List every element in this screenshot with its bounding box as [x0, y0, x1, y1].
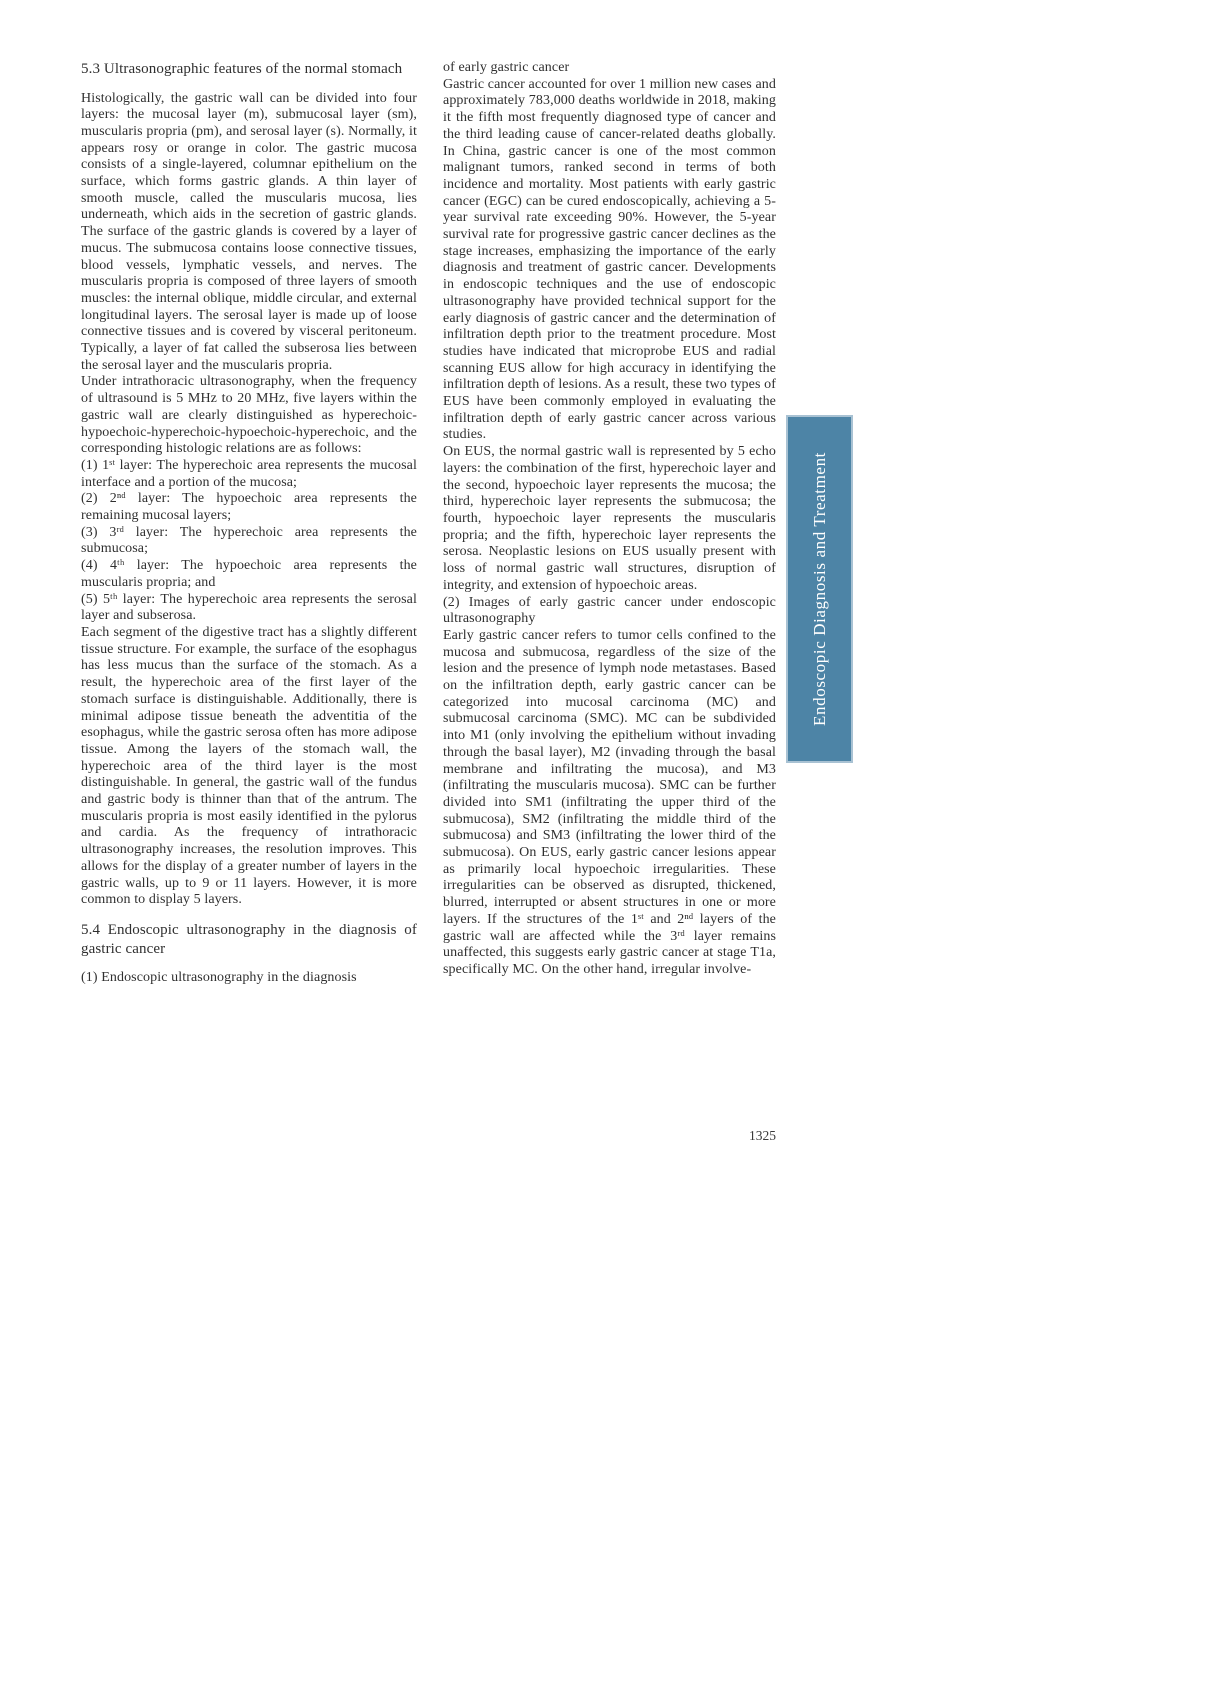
layer-item-1: (1) 1ˢᵗ layer: The hyperechoic area represents the mucosal interface and a portion of the mucosa; — [81, 457, 417, 490]
paragraph-on-eus: On EUS, the normal gastric wall is represented by 5 echo layers: the combination of the first, hyperechoic layer and the second, hypoechoic layer represents the mucosa; the third, hyperechoic layer represents the submucosa; the fourth, hypoechoic layer represents the muscularis propria; and the fifth, hyperechoic layer represents the serosa. Neoplastic lesions on EUS usually present with loss of normal gastric wall structures, disruption of integrity, and extension of hypoechoic areas. — [443, 444, 776, 593]
paragraph-histology: Histologically, the gastric wall can be divided into four layers: the mucosal layer (m), submucosal layer (sm), muscularis propria (pm), and serosal layer (s). Normally, it appears rosy or orange in color. The gastric mucosa consists of a single-layered, columnar epithelium on the surface, which forms gastric glands. A thin layer of smooth muscle, called the muscularis mucosa, lies underneath, which aids in the secretion of gastric glands. The surface of the gastric glands is covered by a layer of mucus. The submucosa contains loose connective tissues, blood vessels, lymphatic vessels, and nerves. The muscularis propria is composed of three layers of smooth muscles: the internal oblique, middle circular, and external longitudinal layers. The serosal layer is made up of loose connective tissues and is covered by visceral peritoneum. Typically, a layer of fat called the subserosa lies between the serosal layer and the muscularis propria. — [81, 90, 417, 373]
paragraph-each-segment: Each segment of the digestive tract has a slightly different tissue structure. For example, the surface of the esophagus has less mucus than the surface of the stomach. As a result, the hyperechoic area of the first layer of the stomach surface is distinguishable. Additionally, there is minimal adipose tissue beneath the adventitia of the esophagus, while the gastric serosa often has more adipose tissue. Among the layers of the stomach wall, the hyperechoic area of the third layer is the most distinguishable. In general, the gastric wall of the fundus and gastric body is thinner than that of the antrum. The muscularis propria is most easily identified in the pylorus and cardia. As the frequency of intrathoracic ultrasonography increases, the resolution improves. This allows for the display of a greater number of layers in the gastric walls, up to 9 or 11 layers. However, it is more common to display 5 layers. — [81, 625, 417, 908]
paragraph-lead-continuation: of early gastric cancer — [443, 60, 570, 75]
layer-item-2: (2) 2ⁿᵈ layer: The hypoechoic area represents the remaining mucosal layers; — [81, 491, 417, 524]
right-text-column — [443, 60, 776, 979]
layer-item-5: (5) 5ᵗʰ layer: The hyperechoic area represents the serosal layer and subserosa. — [81, 591, 417, 624]
subheading-images-early-gastric-cancer: (2) Images of early gastric cancer under endoscopic ultrasonography — [443, 594, 776, 627]
section-heading-5-3: 5.3 Ultrasonographic features of the normal stomach — [81, 61, 403, 77]
page-number: 1325 — [749, 1128, 776, 1143]
chapter-edge-tab — [786, 415, 853, 763]
layer-item-4: (4) 4ᵗʰ layer: The hypoechoic area represents the muscularis propria; and — [81, 558, 417, 590]
paragraph-early-cancer-classification: Early gastric cancer refers to tumor cells confined to the mucosa and submucosa, regardless of the size of the lesion and the presence of lymph node metastases. Based on the infiltration depth, early gastric cancer can be categorized into mucosal carcinoma (MC) and submucosal carcinoma (SMC). MC can be subdivided into M1 (only involving the epithelium without invading through the basal layer), M2 (invading through the basal membrane and infiltrating the mucosa), and M3 (infiltrating the muscularis mucosa). SMC can be further divided into SM1 (infiltrating the upper third of the submucosa), SM2 (infiltrating the middle third of the submucosa) and SM3 (infiltrating the lower third of the submucosa). On EUS, early gastric cancer lesions appear as primarily local hypoechoic irregularities. These irregularities can be observed as disrupted, thickened, blurred, interrupted or absent structures in one or more layers. If the structures of the 1ˢᵗ and 2ⁿᵈ layers of the gastric wall are affected while the 3ʳᵈ layer remains unaffected, this suggests early gastric cancer at stage T1a, specifically MC. On the other hand, irregular involve- — [443, 627, 776, 977]
paragraph-epidemiology: Gastric cancer accounted for over 1 million new cases and approximately 783,000 deaths worldwide in 2018, making it the fifth most frequently diagnosed type of cancer and the third leading cause of cancer-related deaths globally. In China, gastric cancer is one of the most common malignant tumors, ranked second in terms of both incidence and mortality. Most patients with early gastric cancer (EGC) can be cured endoscopically, achieving a 5-year survival rate exceeding 90%. However, the 5-year survival rate for progressive gastric cancer declines as the stage increases, emphasizing the importance of the early diagnosis and treatment of gastric cancer. Developments in endoscopic techniques and the use of endoscopic ultrasonography have provided technical support for the early diagnosis of gastric cancer and the determination of infiltration depth prior to the treatment procedure. Most studies have indicated that microprobe EUS and radial scanning EUS allow for high accuracy in identifying the infiltration depth of lesions. As a result, these two types of EUS have been commonly employed in evaluating the infiltration depth of early gastric cancer across various studies. — [443, 76, 776, 443]
section-heading-5-4: 5.4 Endoscopic ultrasonography in the diagnosis of gastric cancer — [81, 921, 417, 958]
chapter-edge-tab-label: Endoscopic Diagnosis and Treatment — [809, 452, 829, 726]
left-text-column — [81, 60, 417, 987]
layer-item-3: (3) 3ʳᵈ layer: The hyperechoic area represents the submucosa; — [81, 524, 417, 557]
paragraph-under-ultrasonography: Under intrathoracic ultrasonography, when the frequency of ultrasound is 5 MHz to 20 MHz, five layers within the gastric wall are clearly distinguished as hyperechoic-hypoechoic-hyperechoic-hypoechoic-hyperechoic, and the corresponding histologic relations are as follows: — [81, 374, 417, 457]
paragraph-diagnosis-lead: (1) Endoscopic ultrasonography in the diagnosis — [81, 969, 357, 985]
